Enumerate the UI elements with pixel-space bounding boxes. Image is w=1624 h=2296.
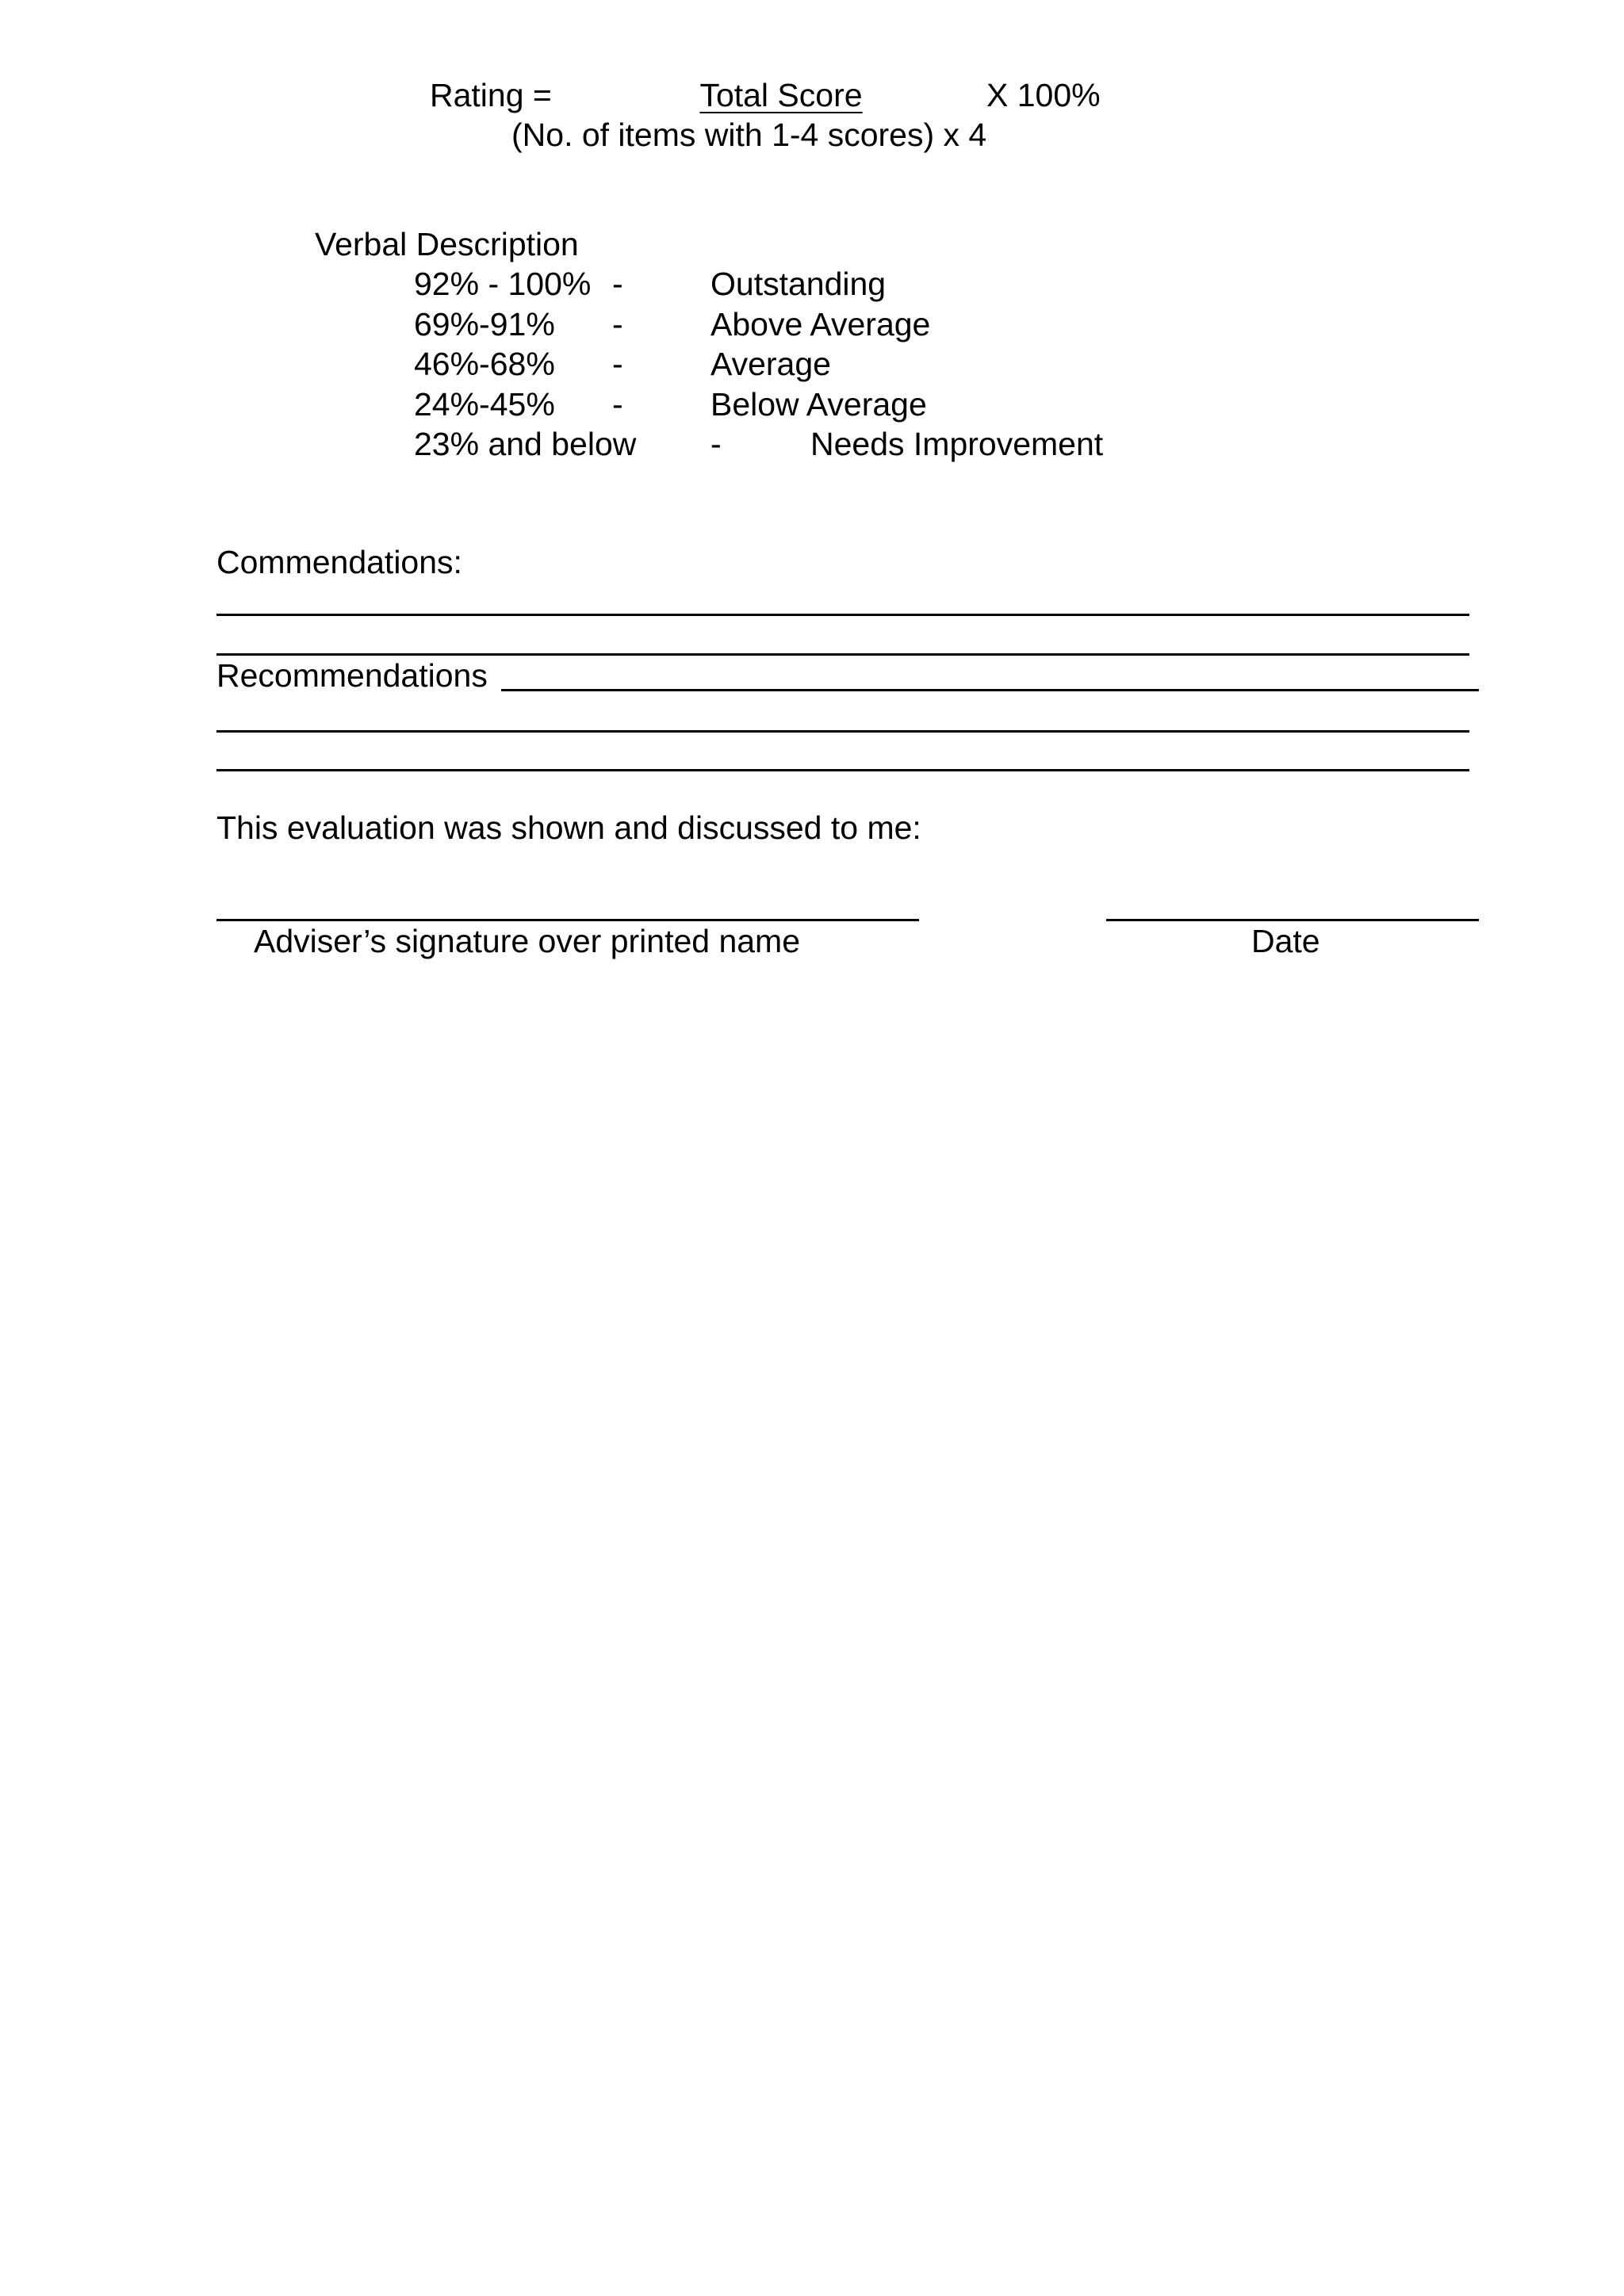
rating-label-cell: Average [710, 346, 831, 382]
range-cell: 69%-91% [414, 306, 555, 342]
rating-label-cell: Needs Improvement [810, 426, 1104, 462]
rating-label-cell: Below Average [710, 386, 927, 423]
rating-denominator: (No. of items with 1-4 scores) x 4 [511, 117, 987, 153]
rating-multiplier: X 100% [986, 77, 1101, 113]
signature-caption: Adviser’s signature over printed name [254, 923, 801, 959]
recommendations-label: Recommendations [216, 657, 488, 694]
dash-cell: - [612, 266, 623, 302]
range-cell: 92% - 100% [414, 266, 592, 302]
recommendations-line[interactable] [216, 730, 1469, 733]
date-caption: Date [1251, 923, 1320, 959]
range-cell: 24%-45% [414, 386, 555, 423]
dash-cell: - [612, 306, 623, 342]
recommendations-line[interactable] [216, 769, 1469, 771]
rating-label-cell: Outstanding [710, 266, 887, 302]
rating-label-cell: Above Average [710, 306, 931, 342]
commendations-line[interactable] [216, 614, 1469, 616]
acknowledgement-statement: This evaluation was shown and discussed to me: [216, 809, 921, 846]
range-cell: 23% and below [414, 426, 637, 462]
dash-cell: - [612, 386, 623, 423]
verbal-description-heading: Verbal Description [315, 226, 579, 262]
total-score-numerator [584, 75, 979, 115]
range-cell: 46%-68% [414, 346, 555, 382]
dash-cell: - [612, 346, 623, 382]
rating-label: Rating = [430, 77, 552, 113]
commendations-label: Commendations: [216, 544, 462, 580]
recommendations-line[interactable] [501, 689, 1479, 691]
total-score-text: Total Score [699, 77, 863, 113]
dash-cell: - [710, 426, 722, 462]
